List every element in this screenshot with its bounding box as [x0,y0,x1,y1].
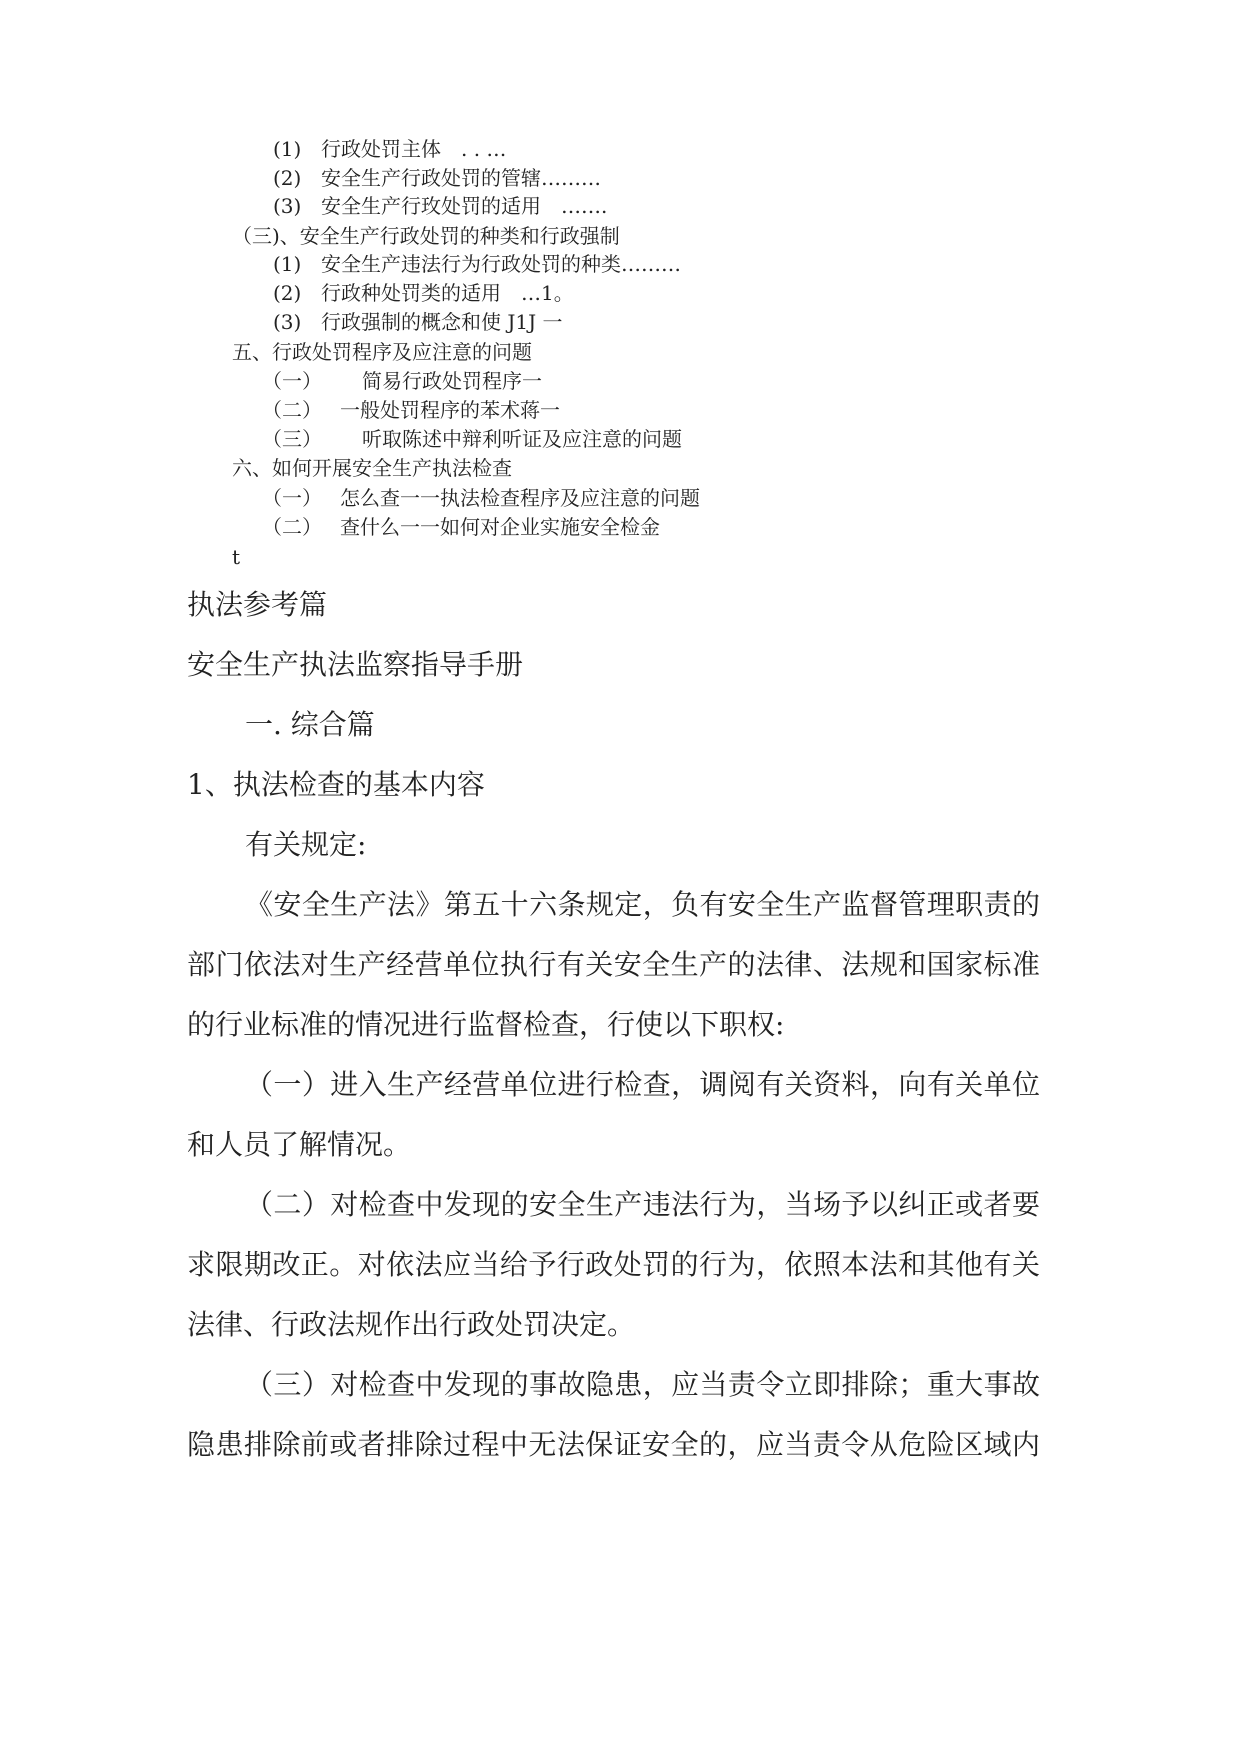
toc-item-number: （一） [262,486,322,510]
toc-item-number: (3) [273,194,302,218]
paragraph-line: 求限期改正。对依法应当给予行政处罚的行为，依照本法和其他有关 [187,1248,1040,1281]
toc-subheading [232,223,620,249]
toc-heading [232,455,512,481]
toc-item [273,251,681,277]
toc-heading [232,339,532,365]
toc-item [262,514,660,540]
toc-item-text: 查什么一一如何对企业实施安全检金 [340,515,660,539]
paragraph-line: 和人员了解情况。 [187,1128,412,1161]
toc-item-number: （三） [262,427,322,451]
toc-item [273,193,607,219]
toc-item-number: (3) [273,310,302,334]
toc-item-text: 怎么查一一执法检查程序及应注意的问题 [340,486,700,510]
toc-item [262,368,542,394]
toc-item-text: 行政种处罚类的适用 …1。 [321,281,574,305]
toc-item-number: （二） [262,515,322,539]
toc-item [262,397,560,423]
toc-item-text: 听取陈述中辩利听证及应注意的问题 [362,427,682,451]
section-title: 执法参考篇 [187,588,328,621]
paragraph-line: （一）进入生产经营单位进行检查，调阅有关资料，向有关单位 [245,1068,1040,1101]
toc-item-number: （一） [262,369,322,393]
toc-item-text: 行政强制的概念和使 J1J 一 [321,310,563,334]
paragraph-line: 有关规定: [245,828,367,861]
toc-item-number: (2) [273,281,302,305]
toc-item [273,280,574,306]
paragraph-line: （二）对检查中发现的安全生产违法行为，当场予以纠正或者要 [245,1188,1040,1221]
paragraph-line: 部门依法对生产经营单位执行有关安全生产的法律、法规和国家标准 [187,948,1040,981]
paragraph-line: 隐患排除前或者排除过程中无法保证安全的，应当责令从危险区域内 [187,1428,1040,1461]
toc-item-text: 一般处罚程序的苯术蒋一 [340,398,560,422]
toc-item-text: （三)、安全生产行政处罚的种类和行政强制 [232,224,620,248]
toc-item-text: 安全生产行政处罚的管辖……… [321,166,601,190]
paragraph-line: 《安全生产法》第五十六条规定，负有安全生产监督管理职责的 [245,888,1040,921]
toc-item-text: 五、行政处罚程序及应注意的问题 [232,340,532,364]
toc-item-number: (1) [273,137,302,161]
chapter-heading: 一. 综合篇 [245,708,375,741]
toc-item-text: t [232,545,241,569]
toc-item-number: (2) [273,166,302,190]
toc-item-text: 安全生产行玫处罚的适用 ……. [321,194,608,218]
toc-item-number: (1) [273,252,302,276]
toc-item-number: （二） [262,398,322,422]
toc-item-text: 六、如何开展安全生产执法检查 [232,456,512,480]
toc-item-text: 行政处罚主体 . . … [321,137,507,161]
toc-item [262,485,700,511]
toc-item-text: 安全生产违法行为行政处罚的种类……… [321,252,681,276]
document-title: 安全生产执法监察指导手册 [187,648,524,681]
paragraph-line: 的行业标准的情况进行监督检查，行使以下职权: [187,1008,785,1041]
paragraph-line: （三）对检查中发现的事故隐患，应当责令立即排除；重大事故 [245,1368,1040,1401]
toc-stray-mark [232,544,240,570]
paragraph-line: 法律、行政法规作出行政处罚决定。 [187,1308,636,1341]
subsection-heading: 1、执法检查的基本内容 [187,768,485,801]
toc-item [262,426,682,452]
toc-item-text: 简易行政处罚程序一 [362,369,542,393]
toc-item [273,136,506,162]
toc-item [273,165,601,191]
toc-item [273,309,562,335]
